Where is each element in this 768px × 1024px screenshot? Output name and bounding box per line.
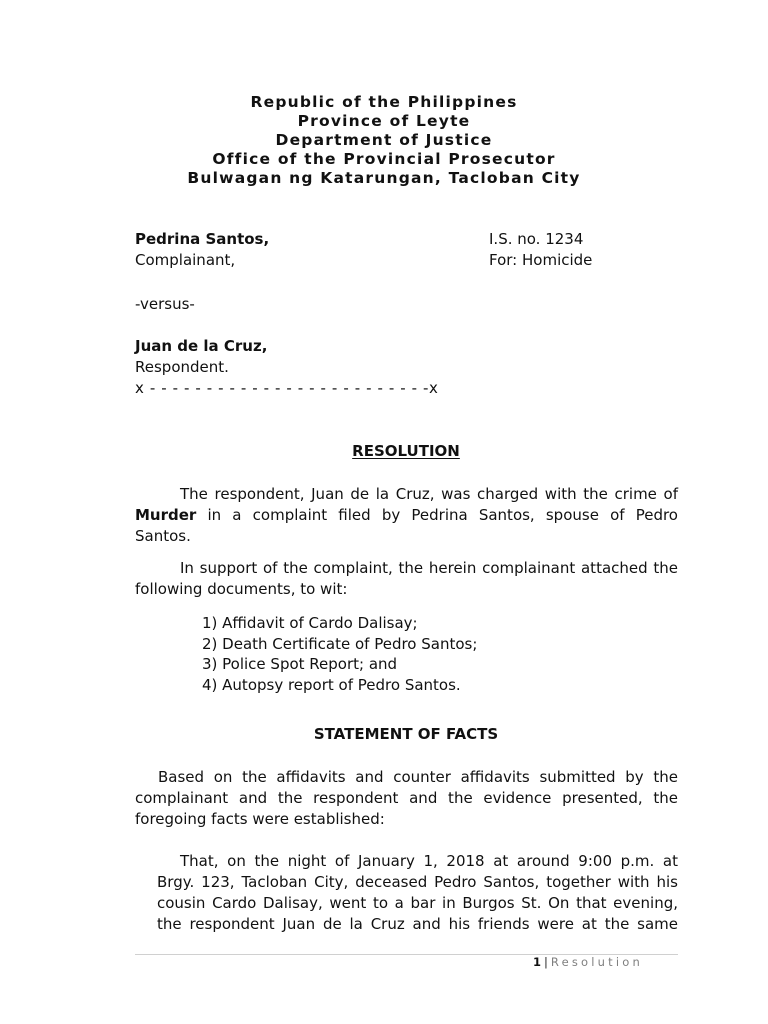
- letterhead-department: Department of Justice: [275, 131, 493, 149]
- list-item: 2) Death Certificate of Pedro Santos;: [202, 634, 478, 653]
- paragraph-line: Brgy. 123, Tacloban City, deceased Pedro Santos, together with his: [157, 873, 678, 891]
- paragraph-line: Based on the affidavits and counter affidavits submitted by the: [158, 768, 678, 786]
- facts-title: STATEMENT OF FACTS: [313, 725, 499, 743]
- paragraph-line: That, on the night of January 1, 2018 at around 9:00 p.m. at: [180, 852, 678, 870]
- paragraph-line: following documents, to wit:: [135, 580, 348, 598]
- paragraph-line: complainant and the respondent and the evidence presented, the: [135, 789, 678, 807]
- letterhead-province: Province of Leyte: [297, 112, 471, 130]
- resolution-paragraph-1: [135, 484, 678, 547]
- documents-list: [202, 613, 477, 695]
- case-number: I.S. no. 1234: [489, 230, 584, 248]
- paragraph-line-rest: in a complaint filed by Pedrina Santos, spouse of Pedro: [196, 506, 678, 524]
- letterhead-office: Office of the Provincial Prosecutor: [212, 150, 556, 168]
- caption-separator: x - - - - - - - - - - - - - - - - - - - - - - - - -x: [135, 379, 439, 397]
- letterhead-country: Republic of the Philippines: [250, 93, 518, 111]
- letterhead: [0, 93, 768, 188]
- paragraph-line: Santos.: [135, 527, 191, 545]
- resolution-paragraph-2: [135, 558, 678, 600]
- respondent-name: Juan de la Cruz,: [135, 337, 268, 355]
- paragraph-line: the respondent Juan de la Cruz and his friends were at the same: [157, 915, 678, 933]
- facts-paragraph-1: [135, 767, 678, 830]
- respondent-role: Respondent.: [135, 358, 229, 376]
- paragraph-line: In support of the complaint, the herein complainant attached the: [180, 559, 678, 577]
- resolution-title: RESOLUTION: [352, 442, 460, 460]
- paragraph-line: cousin Cardo Dalisay, went to a bar in Burgos St. On that evening,: [157, 894, 678, 912]
- paragraph-line: [135, 505, 678, 526]
- complainant-role: Complainant,: [135, 251, 236, 269]
- footer-label: Resolution: [550, 955, 643, 969]
- letterhead-address: Bulwagan ng Katarungan, Tacloban City: [187, 169, 581, 187]
- page-footer: [533, 955, 643, 969]
- complainant-name: Pedrina Santos,: [135, 230, 270, 248]
- paragraph-line: foregoing facts were established:: [135, 810, 385, 828]
- paragraph-line: The respondent, Juan de la Cruz, was charged with the crime of: [180, 485, 678, 503]
- footer-separator: |: [544, 955, 548, 969]
- list-item: 3) Police Spot Report; and: [202, 655, 398, 673]
- case-offense: For: Homicide: [489, 251, 593, 269]
- crime-label: Murder: [135, 506, 197, 524]
- list-item: 4) Autopsy report of Pedro Santos.: [202, 675, 461, 694]
- versus-label: -versus-: [135, 295, 195, 313]
- facts-paragraph-2: [157, 851, 678, 935]
- page-number: 1: [533, 955, 542, 969]
- list-item: 1) Affidavit of Cardo Dalisay;: [202, 614, 418, 632]
